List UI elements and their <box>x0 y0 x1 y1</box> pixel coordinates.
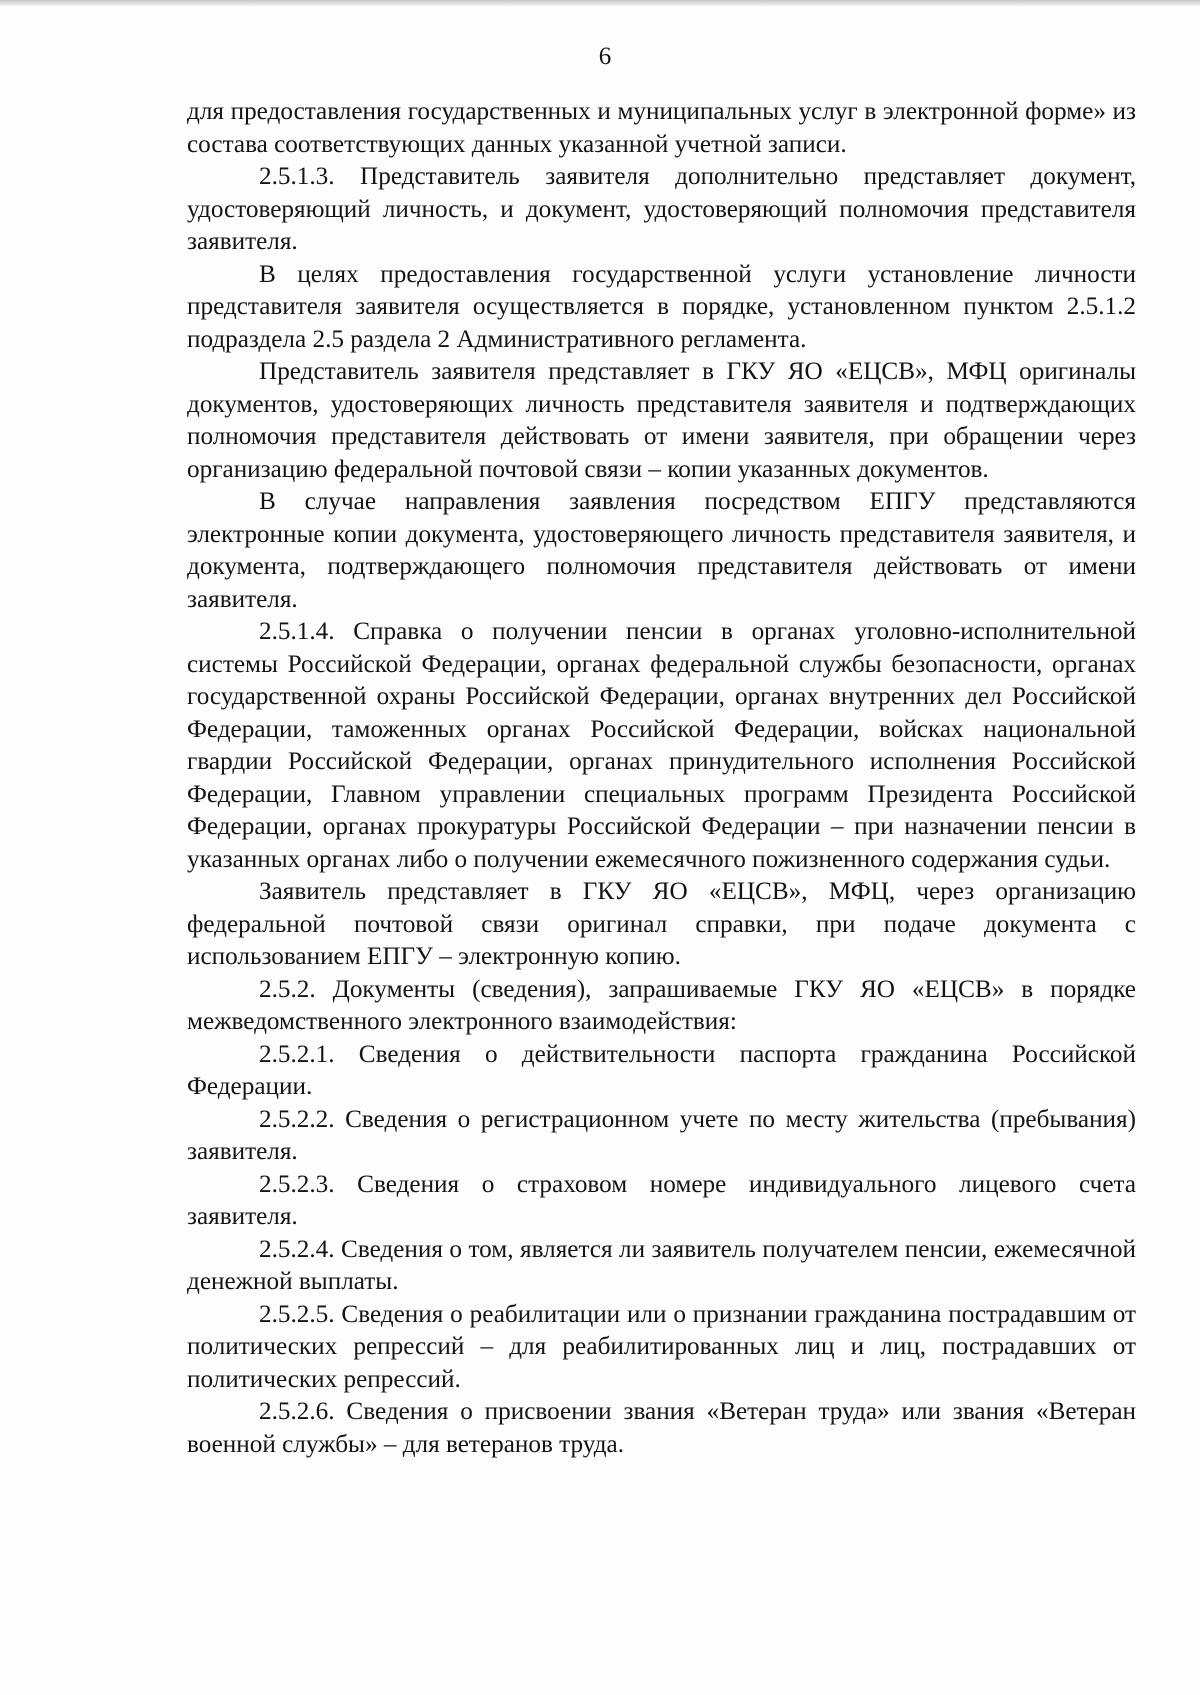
paragraph-6: 2.5.1.4. Справка о получении пенсии в органах уголовно-исполнительной системы Российской Федерации, органах федеральной службы безопасности, органах государственной охраны Российской Федерации, органах внутренних дел Российской Федерации, таможенных органах Российской Федерации, войсках национальной гвардии Российской Федерации, органах принудительного исполнения Российской Федерации, Главном управлении специальных программ Президента Российской Федерации, органах прокуратуры Российской Федерации – при назначении пенсии в указанных органах либо о получении ежемесячного пожизненного содержания судьи. <box>187 618 1136 873</box>
body-text <box>187 96 1136 1461</box>
paragraph-5: В случае направления заявления посредством ЕПГУ представляются электронные копии документа, удостоверяющего личность представителя заявителя, и документа, подтверждающего полномочия представителя действовать от имени заявителя. <box>187 488 1136 613</box>
paragraph-1: для предоставления государственных и муниципальных услуг в электронной форме» из состава соответствующих данных указанной учетной записи. <box>187 98 1136 158</box>
paragraph-8: 2.5.2. Документы (сведения), запрашиваемые ГКУ ЯО «ЕЦСВ» в порядке межведомственного электронного взаимодействия: <box>187 975 1136 1035</box>
scan-edge <box>0 0 1200 7</box>
paragraph-4: Представитель заявителя представляет в ГКУ ЯО «ЕЦСВ», МФЦ оригиналы документов, удостоверяющих личность представителя заявителя и подтверждающих полномочия представителя действовать от имени заявителя, при обращении через организацию федеральной почтовой связи – копии указанных документов. <box>187 358 1136 483</box>
paragraph-14: 2.5.2.6. Сведения о присвоении звания «Ветеран труда» или звания «Ветеран военной службы» – для ветеранов труда. <box>187 1398 1136 1458</box>
paragraph-10: 2.5.2.2. Сведения о регистрационном учете по месту жительства (пребывания) заявителя. <box>187 1105 1136 1165</box>
paragraph-2: 2.5.1.3. Представитель заявителя дополнительно представляет документ, удостоверяющий личность, и документ, удостоверяющий полномочия представителя заявителя. <box>187 163 1136 255</box>
page-number: 6 <box>598 43 612 70</box>
paragraph-9: 2.5.2.1. Сведения о действительности паспорта гражданина Российской Федерации. <box>187 1040 1136 1100</box>
paragraph-3: В целях предоставления государственной услуги установление личности представителя заявителя осуществляется в порядке, установленном пунктом 2.5.1.2 подраздела 2.5 раздела 2 Административного регламента. <box>187 260 1136 353</box>
paragraph-7: Заявитель представляет в ГКУ ЯО «ЕЦСВ», МФЦ, через организацию федеральной почтовой связи оригинал справки, при подаче документа с использованием ЕПГУ – электронную копию. <box>187 878 1136 970</box>
paragraph-13: 2.5.2.5. Сведения о реабилитации или о признании гражданина пострадавшим от политических репрессий – для реабилитированных лиц и лиц, пострадавших от политических репрессий. <box>187 1300 1136 1393</box>
paragraph-12: 2.5.2.4. Сведения о том, является ли заявитель получателем пенсии, ежемесячной денежной выплаты. <box>187 1235 1136 1295</box>
paragraph-11: 2.5.2.3. Сведения о страховом номере индивидуального лицевого счета заявителя. <box>187 1170 1136 1230</box>
